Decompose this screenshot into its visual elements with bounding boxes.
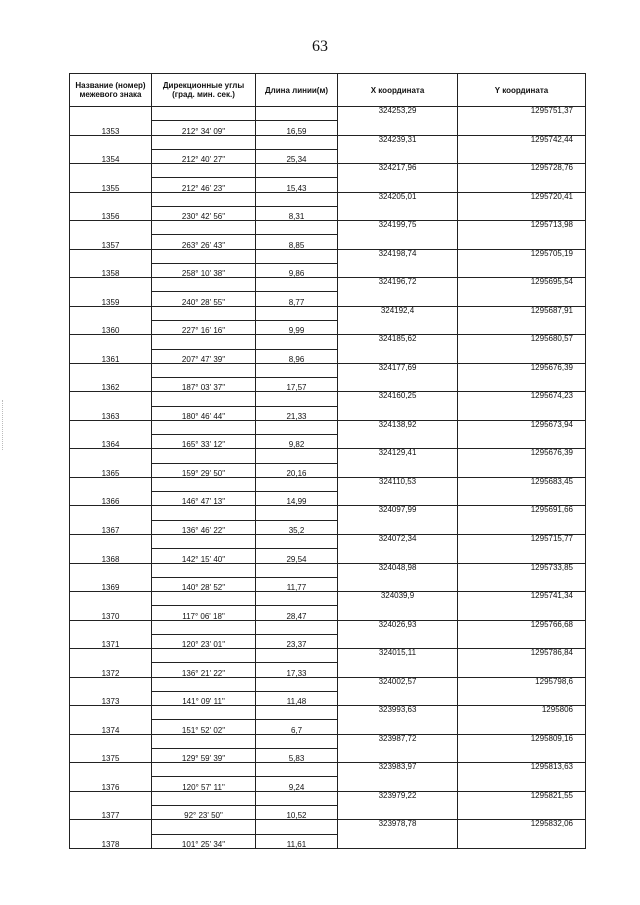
empty-cell	[152, 306, 256, 320]
direction-angle: 212° 34' 09"	[152, 121, 256, 135]
point-name: 1376	[70, 763, 152, 792]
header-length: Длина линии(м)	[256, 74, 338, 107]
point-name: 1363	[70, 392, 152, 421]
line-length: 29,54	[256, 549, 338, 563]
y-coordinate: 1295674,23	[458, 392, 586, 421]
empty-cell	[152, 249, 256, 263]
point-name: 1359	[70, 278, 152, 307]
table-row	[70, 677, 586, 691]
line-length: 5,83	[256, 748, 338, 762]
empty-cell	[152, 534, 256, 548]
y-coordinate: 1295676,39	[458, 449, 586, 478]
x-coordinate: 323983,97	[338, 763, 458, 792]
empty-cell	[152, 706, 256, 720]
direction-angle: 141° 09' 11"	[152, 691, 256, 705]
line-length: 15,43	[256, 178, 338, 192]
direction-angle: 180° 46' 44"	[152, 406, 256, 420]
direction-angle: 142° 15' 40"	[152, 549, 256, 563]
empty-cell	[152, 278, 256, 292]
table-body	[70, 107, 586, 849]
line-length: 20,16	[256, 463, 338, 477]
y-coordinate: 1295751,37	[458, 107, 586, 136]
point-name: 1360	[70, 306, 152, 335]
x-coordinate: 323978,78	[338, 820, 458, 849]
empty-cell	[152, 164, 256, 178]
point-name: 1377	[70, 791, 152, 820]
empty-cell	[152, 221, 256, 235]
x-coordinate: 324196,72	[338, 278, 458, 307]
y-coordinate: 1295676,39	[458, 363, 586, 392]
point-name: 1369	[70, 563, 152, 592]
table-row	[70, 706, 586, 720]
direction-angle: 136° 46' 22"	[152, 520, 256, 534]
empty-cell	[152, 734, 256, 748]
line-length: 8,31	[256, 206, 338, 220]
empty-cell	[152, 506, 256, 520]
x-coordinate: 324198,74	[338, 249, 458, 278]
table-row	[70, 306, 586, 320]
empty-cell	[256, 506, 338, 520]
empty-cell	[152, 135, 256, 149]
y-coordinate: 1295733,85	[458, 563, 586, 592]
point-name: 1366	[70, 477, 152, 506]
x-coordinate: 324097,99	[338, 506, 458, 535]
line-length: 6,7	[256, 720, 338, 734]
y-coordinate: 1295691,66	[458, 506, 586, 535]
line-length: 11,61	[256, 834, 338, 848]
y-coordinate: 1295673,94	[458, 420, 586, 449]
point-name: 1364	[70, 420, 152, 449]
y-coordinate: 1295728,76	[458, 164, 586, 193]
empty-cell	[256, 221, 338, 235]
line-length: 8,85	[256, 235, 338, 249]
table-row	[70, 249, 586, 263]
line-length: 8,96	[256, 349, 338, 363]
table-row	[70, 534, 586, 548]
x-coordinate: 324205,01	[338, 192, 458, 221]
direction-angle: 165° 33' 12"	[152, 435, 256, 449]
line-length: 17,57	[256, 378, 338, 392]
y-coordinate: 1295687,91	[458, 306, 586, 335]
table-row	[70, 820, 586, 834]
x-coordinate: 324015,11	[338, 649, 458, 678]
line-length: 35,2	[256, 520, 338, 534]
point-name: 1373	[70, 677, 152, 706]
point-name: 1355	[70, 164, 152, 193]
table-row	[70, 649, 586, 663]
point-name: 1374	[70, 706, 152, 735]
empty-cell	[256, 107, 338, 121]
table-row	[70, 392, 586, 406]
line-length: 9,82	[256, 435, 338, 449]
empty-cell	[152, 563, 256, 577]
empty-cell	[256, 791, 338, 805]
y-coordinate: 1295806	[458, 706, 586, 735]
x-coordinate: 324072,34	[338, 534, 458, 563]
empty-cell	[152, 677, 256, 691]
direction-angle: 136° 21' 22"	[152, 663, 256, 677]
y-coordinate: 1295832,06	[458, 820, 586, 849]
empty-cell	[152, 363, 256, 377]
empty-cell	[256, 620, 338, 634]
point-name: 1370	[70, 592, 152, 621]
direction-angle: 187° 03' 37"	[152, 378, 256, 392]
line-length: 14,99	[256, 492, 338, 506]
x-coordinate: 324217,96	[338, 164, 458, 193]
empty-cell	[256, 677, 338, 691]
x-coordinate: 324002,57	[338, 677, 458, 706]
point-name: 1371	[70, 620, 152, 649]
x-coordinate: 323987,72	[338, 734, 458, 763]
header-angle: Дирекционные углы (град. мин. сек.)	[152, 74, 256, 107]
empty-cell	[256, 563, 338, 577]
table-row	[70, 135, 586, 149]
x-coordinate: 324048,98	[338, 563, 458, 592]
direction-angle: 120° 23' 01"	[152, 634, 256, 648]
empty-cell	[256, 477, 338, 491]
y-coordinate: 1295720,41	[458, 192, 586, 221]
empty-cell	[256, 335, 338, 349]
empty-cell	[256, 534, 338, 548]
line-length: 16,59	[256, 121, 338, 135]
line-length: 25,34	[256, 149, 338, 163]
table-row	[70, 221, 586, 235]
table-row	[70, 449, 586, 463]
empty-cell	[256, 135, 338, 149]
empty-cell	[152, 192, 256, 206]
empty-cell	[152, 763, 256, 777]
empty-cell	[152, 420, 256, 434]
direction-angle: 258° 10' 38"	[152, 263, 256, 277]
line-length: 8,77	[256, 292, 338, 306]
point-name: 1368	[70, 534, 152, 563]
direction-angle: 117° 06' 18"	[152, 606, 256, 620]
empty-cell	[152, 392, 256, 406]
point-name: 1357	[70, 221, 152, 250]
y-coordinate: 1295683,45	[458, 477, 586, 506]
x-coordinate: 324039,9	[338, 592, 458, 621]
x-coordinate: 324192,4	[338, 306, 458, 335]
y-coordinate: 1295809,16	[458, 734, 586, 763]
point-name: 1375	[70, 734, 152, 763]
margin-mark	[2, 400, 7, 450]
y-coordinate: 1295786,84	[458, 649, 586, 678]
x-coordinate: 324160,25	[338, 392, 458, 421]
table-row	[70, 420, 586, 434]
direction-angle: 212° 46' 23"	[152, 178, 256, 192]
direction-angle: 120° 57' 11"	[152, 777, 256, 791]
direction-angle: 227° 16' 16"	[152, 320, 256, 334]
direction-angle: 129° 59' 39"	[152, 748, 256, 762]
y-coordinate: 1295713,98	[458, 221, 586, 250]
empty-cell	[256, 164, 338, 178]
line-length: 28,47	[256, 606, 338, 620]
x-coordinate: 324239,31	[338, 135, 458, 164]
y-coordinate: 1295742,44	[458, 135, 586, 164]
table-row	[70, 506, 586, 520]
point-name: 1367	[70, 506, 152, 535]
y-coordinate: 1295715,77	[458, 534, 586, 563]
x-coordinate: 324110,53	[338, 477, 458, 506]
point-name: 1358	[70, 249, 152, 278]
empty-cell	[152, 820, 256, 834]
empty-cell	[152, 620, 256, 634]
direction-angle: 207° 47' 39"	[152, 349, 256, 363]
empty-cell	[256, 192, 338, 206]
direction-angle: 230° 42' 56"	[152, 206, 256, 220]
empty-cell	[256, 649, 338, 663]
table-row	[70, 192, 586, 206]
line-length: 9,24	[256, 777, 338, 791]
direction-angle: 151° 52' 02"	[152, 720, 256, 734]
table-row	[70, 477, 586, 491]
page-number: 63	[312, 38, 328, 55]
table-row	[70, 563, 586, 577]
coordinates-table	[69, 73, 586, 849]
table-row	[70, 278, 586, 292]
direction-angle: 240° 28' 55"	[152, 292, 256, 306]
table-row	[70, 791, 586, 805]
table-row	[70, 734, 586, 748]
empty-cell	[256, 763, 338, 777]
header-x: X координата	[338, 74, 458, 107]
header-name: Название (номер) межевого знака	[70, 74, 152, 107]
x-coordinate: 324177,69	[338, 363, 458, 392]
y-coordinate: 1295705,19	[458, 249, 586, 278]
line-length: 11,48	[256, 691, 338, 705]
point-name: 1372	[70, 649, 152, 678]
empty-cell	[256, 363, 338, 377]
line-length: 17,33	[256, 663, 338, 677]
x-coordinate: 324253,29	[338, 107, 458, 136]
table-header-row	[70, 74, 586, 107]
empty-cell	[152, 649, 256, 663]
header-y: Y координата	[458, 74, 586, 107]
direction-angle: 146° 47' 13"	[152, 492, 256, 506]
empty-cell	[152, 477, 256, 491]
point-name: 1356	[70, 192, 152, 221]
y-coordinate: 1295813,63	[458, 763, 586, 792]
direction-angle: 140° 28' 52"	[152, 577, 256, 591]
empty-cell	[256, 449, 338, 463]
x-coordinate: 323993,63	[338, 706, 458, 735]
x-coordinate: 324129,41	[338, 449, 458, 478]
empty-cell	[152, 592, 256, 606]
point-name: 1362	[70, 363, 152, 392]
table-row	[70, 335, 586, 349]
empty-cell	[256, 820, 338, 834]
empty-cell	[152, 335, 256, 349]
table-row	[70, 763, 586, 777]
x-coordinate: 324199,75	[338, 221, 458, 250]
point-name: 1365	[70, 449, 152, 478]
table-row	[70, 363, 586, 377]
empty-cell	[152, 449, 256, 463]
line-length: 23,37	[256, 634, 338, 648]
y-coordinate: 1295766,68	[458, 620, 586, 649]
table-row	[70, 164, 586, 178]
line-length: 21,33	[256, 406, 338, 420]
point-name: 1353	[70, 107, 152, 136]
empty-cell	[256, 249, 338, 263]
table-row	[70, 592, 586, 606]
empty-cell	[256, 734, 338, 748]
empty-cell	[256, 278, 338, 292]
line-length: 9,99	[256, 320, 338, 334]
point-name: 1378	[70, 820, 152, 849]
empty-cell	[256, 592, 338, 606]
empty-cell	[256, 306, 338, 320]
direction-angle: 92° 23' 50"	[152, 806, 256, 820]
empty-cell	[256, 392, 338, 406]
direction-angle: 212° 40' 27"	[152, 149, 256, 163]
y-coordinate: 1295821,55	[458, 791, 586, 820]
empty-cell	[152, 107, 256, 121]
line-length: 10,52	[256, 806, 338, 820]
x-coordinate: 324185,62	[338, 335, 458, 364]
direction-angle: 101° 25' 34"	[152, 834, 256, 848]
y-coordinate: 1295741,34	[458, 592, 586, 621]
line-length: 9,86	[256, 263, 338, 277]
empty-cell	[256, 420, 338, 434]
x-coordinate: 324138,92	[338, 420, 458, 449]
empty-cell	[256, 706, 338, 720]
y-coordinate: 1295695,54	[458, 278, 586, 307]
direction-angle: 159° 29' 50"	[152, 463, 256, 477]
y-coordinate: 1295680,57	[458, 335, 586, 364]
direction-angle: 263° 26' 43"	[152, 235, 256, 249]
point-name: 1354	[70, 135, 152, 164]
line-length: 11,77	[256, 577, 338, 591]
y-coordinate: 1295798,6	[458, 677, 586, 706]
table-row	[70, 107, 586, 121]
x-coordinate: 324026,93	[338, 620, 458, 649]
empty-cell	[152, 791, 256, 805]
point-name: 1361	[70, 335, 152, 364]
table-row	[70, 620, 586, 634]
x-coordinate: 323979,22	[338, 791, 458, 820]
